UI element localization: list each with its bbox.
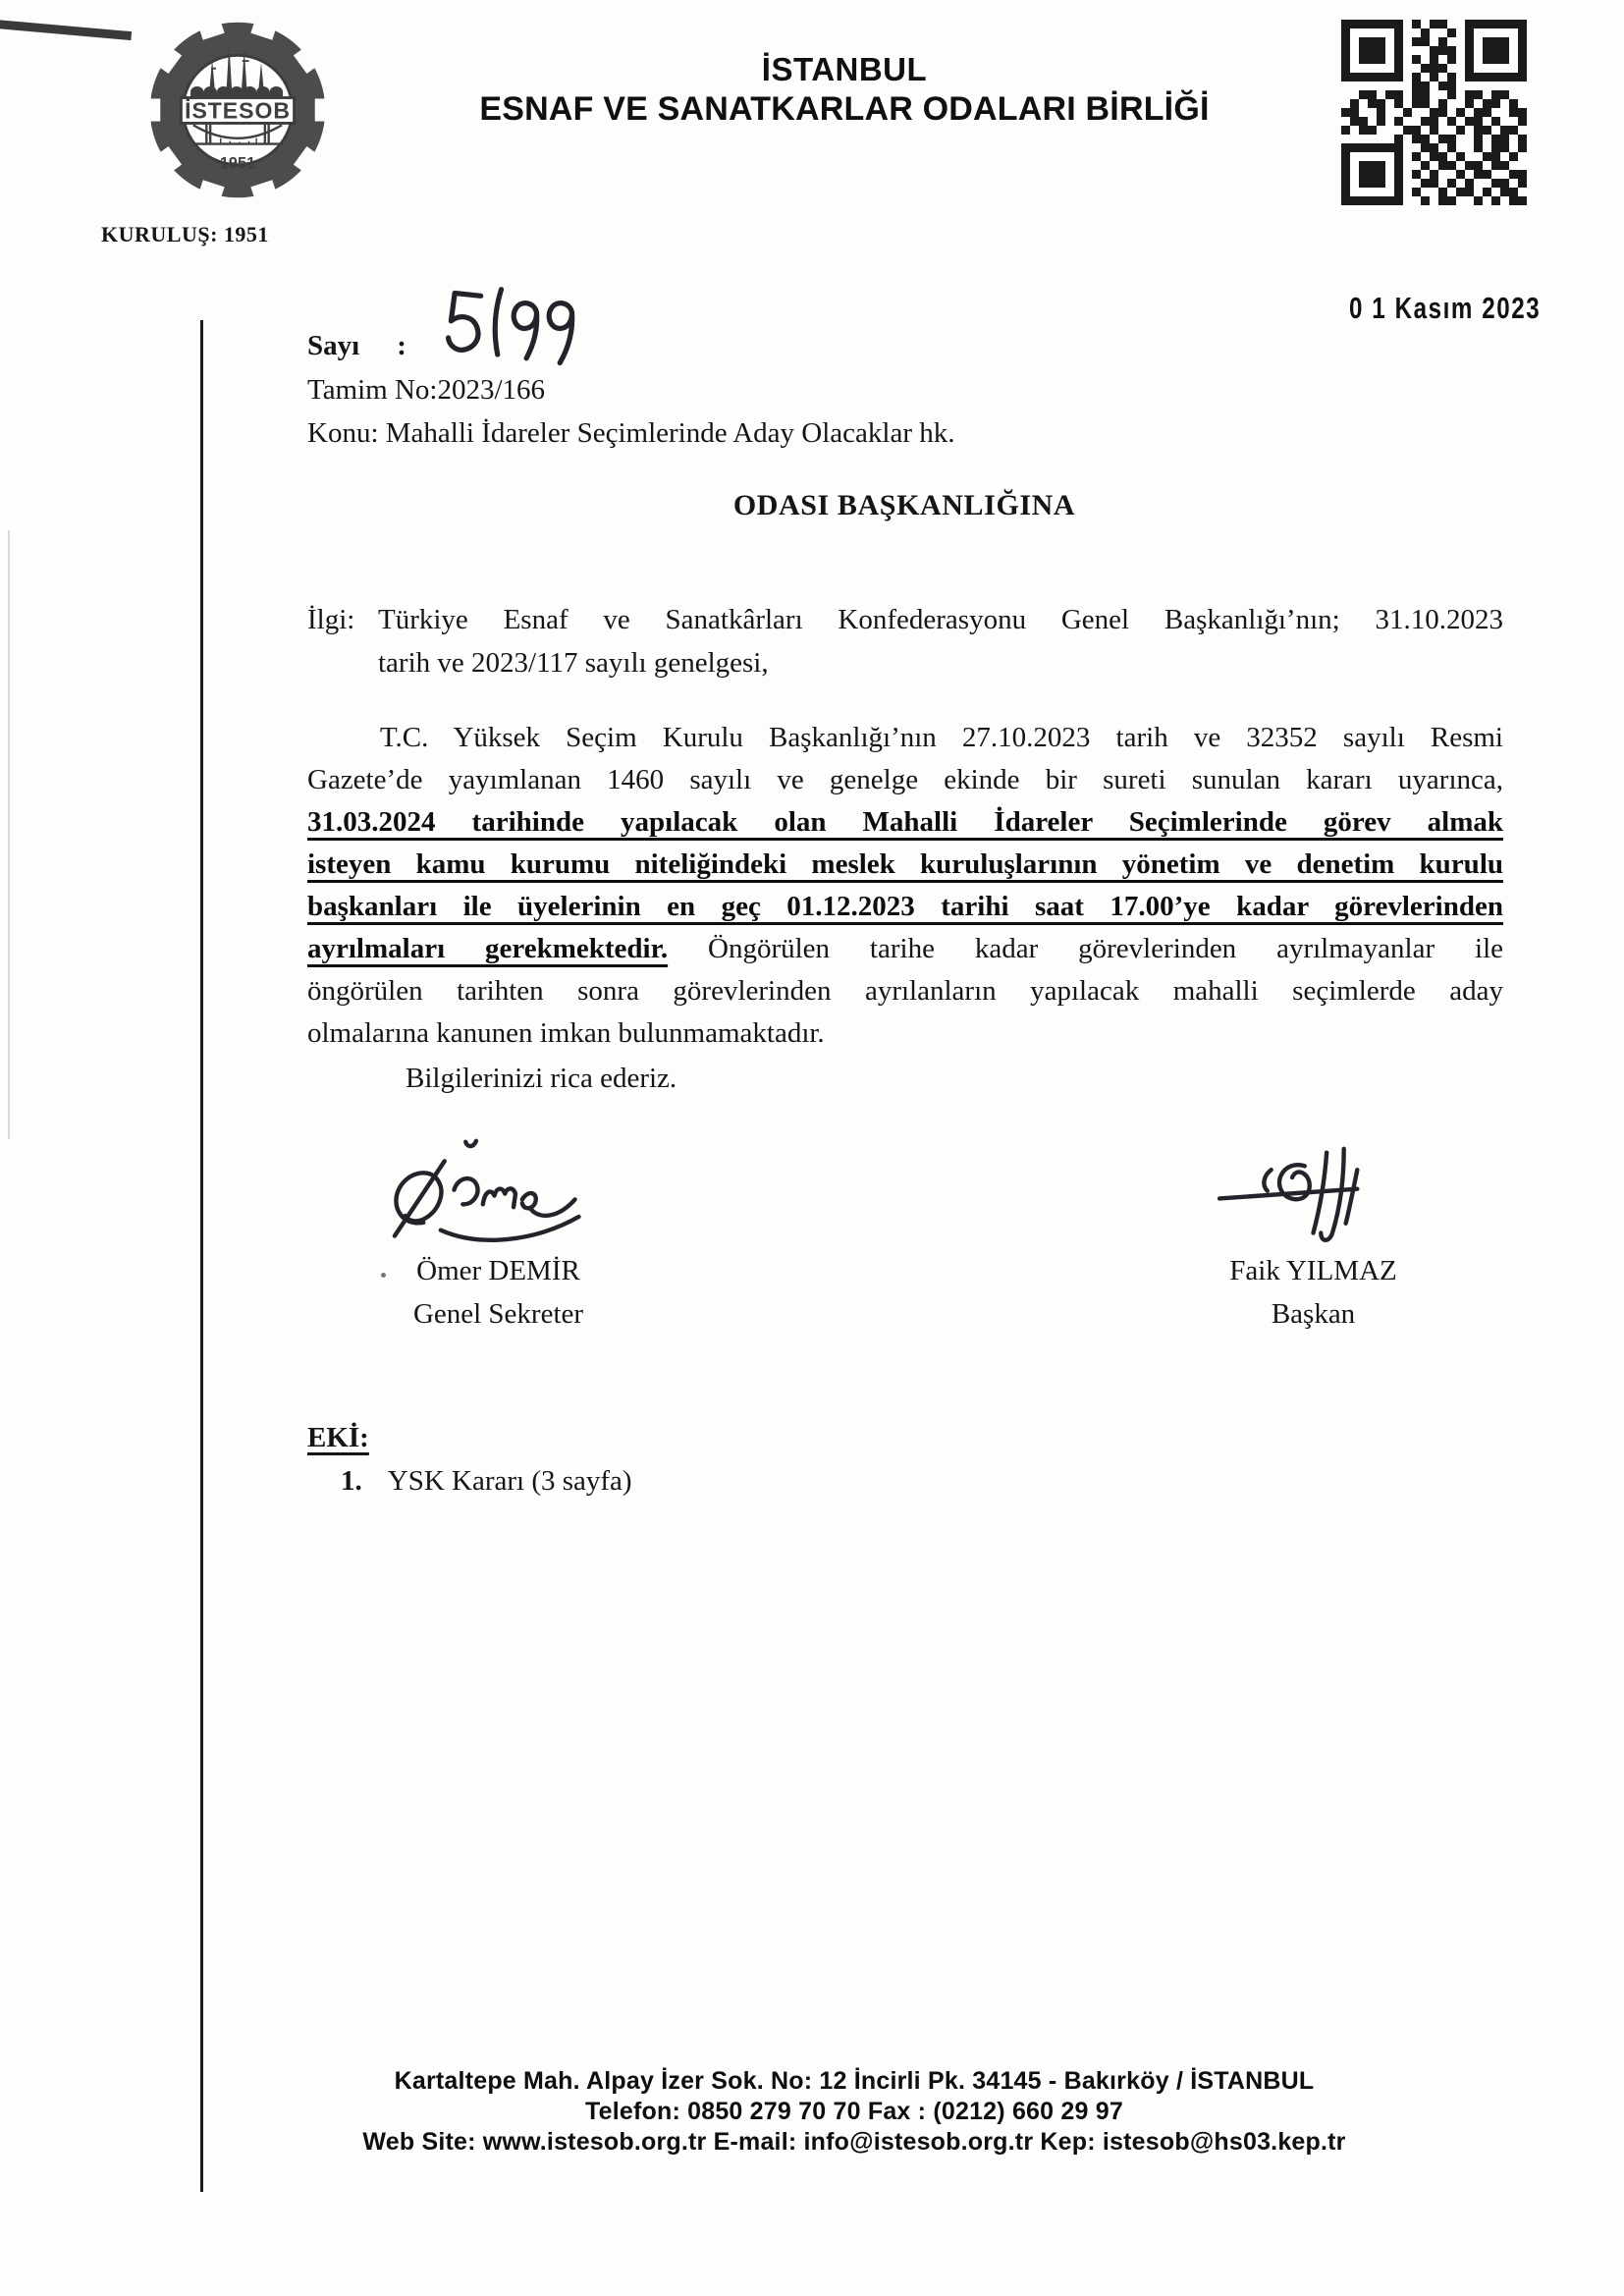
attachment-item-number: 1.	[341, 1465, 362, 1497]
scan-dot-artifact	[381, 1273, 386, 1278]
footer-contact	[362, 2066, 1345, 2158]
org-title-name: ESNAF VE SANATKARLAR ODALARI BİRLİĞİ	[479, 90, 1210, 128]
qr-code	[1341, 20, 1527, 205]
footer-phone-fax: Telefon: 0850 279 70 70 Fax : (0212) 660 29 97	[585, 2098, 1123, 2125]
date-stamp: 0 1 Kasım 2023	[1349, 291, 1542, 325]
signature-president	[1214, 1141, 1415, 1251]
signatory-right	[1208, 1249, 1419, 1336]
body-line-emphasized-part: ayrılmaları gerekmektedir.	[307, 933, 669, 964]
footer-address: Kartaltepe Mah. Alpay İzer Sok. No: 12 İncirli Pk. 34145 - Bakırköy / İSTANBUL	[394, 2067, 1315, 2095]
footer-web-email: Web Site: www.istesob.org.tr E-mail: info@istesob.org.tr Kep: istesob@hs03.kep.tr	[362, 2128, 1346, 2156]
ilgi-line-2: tarih ve 2023/117 sayılı genelgesi,	[378, 647, 769, 679]
body-line-normal-part: Öngörülen tarihe kadar görevlerinden ayrılmayanlar ile	[708, 933, 1504, 964]
sayi-label: Sayı	[307, 330, 360, 361]
konu-line: Konu: Mahalli İdareler Seçimlerinde Aday Olacaklar hk.	[307, 417, 955, 449]
body-line: olmalarına kanunen imkan bulunmamaktadır.	[307, 1017, 825, 1049]
founded-label: KURULUŞ: 1951	[101, 222, 269, 246]
body-line-emphasized: isteyen kamu kurumu niteliğindeki meslek kuruluşlarının yönetim ve denetim kurulu	[307, 848, 1503, 880]
attachment-label: EKİ:	[307, 1422, 369, 1453]
sayi-row	[307, 330, 406, 362]
logo-text: İSTESOB	[185, 97, 291, 124]
sayi-colon: :	[397, 330, 406, 361]
body-line: öngörülen tarihten sonra görevlerinden ayrılanların yapılacak mahalli seçimlerde aday	[307, 975, 1503, 1007]
org-title	[479, 51, 1209, 129]
body-line: T.C. Yüksek Seçim Kurulu Başkanlığı’nın 27.10.2023 tarih ve 32352 sayılı Resmi	[380, 722, 1503, 753]
signatory-right-name: Faik YILMAZ	[1229, 1255, 1397, 1286]
salutation: ODASI BAŞKANLIĞINA	[732, 489, 1076, 521]
body-line-mixed	[307, 928, 1503, 970]
logo-year: 1951	[219, 154, 256, 173]
handwritten-number	[440, 283, 617, 373]
org-title-city: İSTANBUL	[761, 51, 928, 87]
ilgi-line-1: Türkiye Esnaf ve Sanatkârları Konfederasyonu Genel Başkanlığı’nın; 31.10.2023	[378, 604, 1503, 635]
scan-edge-shadow	[8, 530, 10, 1139]
closing-line: Bilgilerinizi rica ederiz.	[406, 1063, 677, 1094]
fold-mark-line	[200, 320, 203, 2192]
attachment-item-text: YSK Kararı (3 sayfa)	[387, 1465, 632, 1497]
attachment-item	[341, 1465, 632, 1498]
signatory-right-title: Başkan	[1271, 1298, 1356, 1330]
signatory-left-title: Genel Sekreter	[412, 1298, 584, 1330]
body-line-emphasized: başkanları ile üyelerinin en geç 01.12.2023 tarihi saat 17.00’ye kadar görevlerinden	[307, 891, 1503, 922]
signatory-left	[393, 1249, 604, 1336]
scan-artifact-line	[0, 20, 132, 40]
body-line-emphasized: 31.03.2024 tarihinde yapılacak olan Mahalli İdareler Seçimlerinde görev almak	[307, 806, 1503, 838]
body-line: Gazete’de yayımlanan 1460 sayılı ve genelge ekinde bir sureti sunulan kararı uyarınca,	[307, 764, 1503, 795]
signature-general-secretary	[385, 1134, 606, 1257]
signatory-left-name: Ömer DEMİR	[416, 1255, 580, 1286]
body-paragraph	[307, 717, 1503, 1055]
tamim-no: Tamim No:2023/166	[307, 374, 546, 406]
istesob-logo	[143, 16, 332, 204]
ilgi-label: İlgi:	[307, 604, 355, 635]
